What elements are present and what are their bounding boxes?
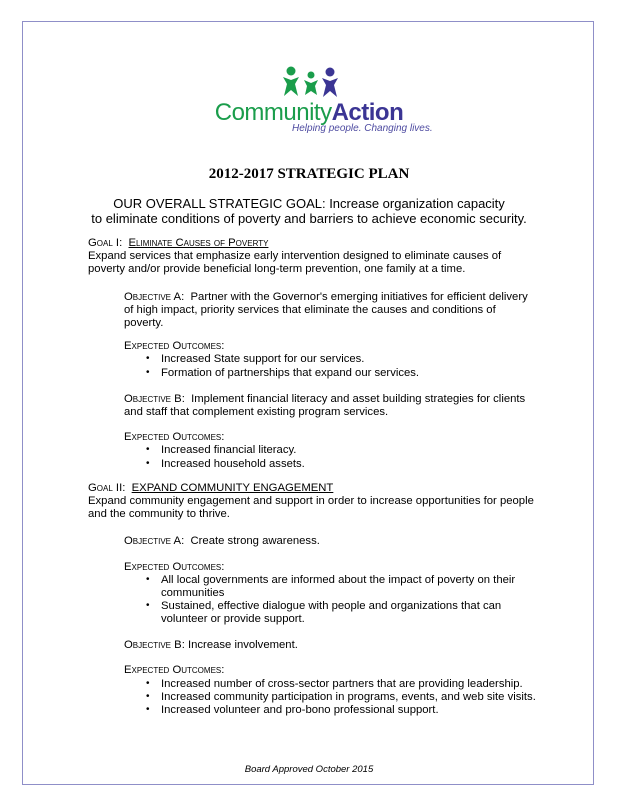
goal1-heading: Eliminate Causes of Poverty xyxy=(128,237,269,249)
bullet-icon: • xyxy=(146,704,150,715)
goal2-desc-line1: Expand community engagement and support in order to increase opportunities for people xyxy=(88,495,534,507)
goal2-objA-label: Objective A: xyxy=(124,535,185,547)
list-item: Increased community participation in programs, events, and web site visits. xyxy=(161,691,536,703)
list-item-continuation: communities xyxy=(161,587,225,599)
bullet-icon: • xyxy=(146,444,150,455)
goal1-outA-label: Expected Outcomes: xyxy=(124,340,225,352)
logo-word-action: Action xyxy=(331,99,404,126)
goal1-objA-line2: of high impact, priority services that eliminate the causes and conditions of xyxy=(124,304,496,316)
goal1-label: Goal I: xyxy=(88,237,123,249)
list-item: Increased number of cross-sector partners that are providing leadership. xyxy=(161,678,523,690)
goal2-objA-text1: Create strong awareness. xyxy=(190,535,320,547)
goal1-objA-text1: Partner with the Governor's emerging initiatives for efficient delivery xyxy=(190,291,528,303)
goal1-desc-line1: Expand services that emphasize early intervention designed to eliminate causes of xyxy=(88,250,502,262)
goal1-objB-text1: Implement financial literacy and asset building strategies for clients xyxy=(191,393,526,405)
overall-goal-line1: OUR OVERALL STRATEGIC GOAL: Increase organization capacity xyxy=(113,196,505,211)
goal2-objA-line1 xyxy=(124,535,320,548)
logo-tagline: Helping people. Changing lives. xyxy=(292,123,433,134)
bullet-icon: • xyxy=(146,574,150,585)
goal1-objA-line1 xyxy=(124,291,528,304)
list-item: Increased financial literacy. xyxy=(161,444,297,456)
goal2-objB-text1: Increase involvement. xyxy=(187,639,298,651)
goal2-objB-line1 xyxy=(124,639,298,652)
overall-goal-line2: to eliminate conditions of poverty and barriers to achieve economic security. xyxy=(91,211,527,226)
list-item: All local governments are informed about the impact of poverty on their xyxy=(161,574,516,586)
goal2-desc-line2: and the community to thrive. xyxy=(88,508,230,520)
goal1-objA-line3: poverty. xyxy=(124,317,164,329)
goal1-heading-line xyxy=(88,237,268,250)
page-title: 2012-2017 STRATEGIC PLAN xyxy=(208,166,410,182)
list-item: Sustained, effective dialogue with people and organizations that can xyxy=(161,600,502,612)
goal2-heading-line xyxy=(88,482,333,495)
goal1-desc-line2: poverty and/or provide beneficial long-term prevention, one family at a time. xyxy=(88,263,466,275)
goal2-label: Goal II: xyxy=(88,482,126,494)
goal1-objB-line1 xyxy=(124,393,525,406)
goal2-outB-label: Expected Outcomes: xyxy=(124,664,225,676)
community-action-logo xyxy=(0,66,618,136)
goal1-objB-line2: and staff that complement existing program services. xyxy=(124,406,389,418)
list-item: Increased volunteer and pro-bono professional support. xyxy=(161,704,439,716)
goal2-heading: EXPAND COMMUNITY ENGAGEMENT xyxy=(131,482,334,494)
list-item: Increased State support for our services. xyxy=(161,353,365,365)
goal2-outA-label: Expected Outcomes: xyxy=(124,561,225,573)
bullet-icon: • xyxy=(146,367,150,378)
list-item: Formation of partnerships that expand our services. xyxy=(161,367,420,379)
goal1-objA-label: Objective A: xyxy=(124,291,185,303)
logo-word-community: Community xyxy=(214,99,332,126)
list-item: Increased household assets. xyxy=(161,458,305,470)
goal1-objB-label: Objective B: xyxy=(124,393,185,405)
bullet-icon: • xyxy=(146,353,150,364)
goal1-outB-label: Expected Outcomes: xyxy=(124,431,225,443)
footer-approval: Board Approved October 2015 xyxy=(244,764,374,775)
bullet-icon: • xyxy=(146,678,150,689)
bullet-icon: • xyxy=(146,458,150,469)
bullet-icon: • xyxy=(146,600,150,611)
list-item-continuation: volunteer or provide support. xyxy=(161,613,305,625)
bullet-icon: • xyxy=(146,691,150,702)
people-icon xyxy=(282,66,342,100)
goal2-objB-label: Objective B: xyxy=(124,639,185,651)
